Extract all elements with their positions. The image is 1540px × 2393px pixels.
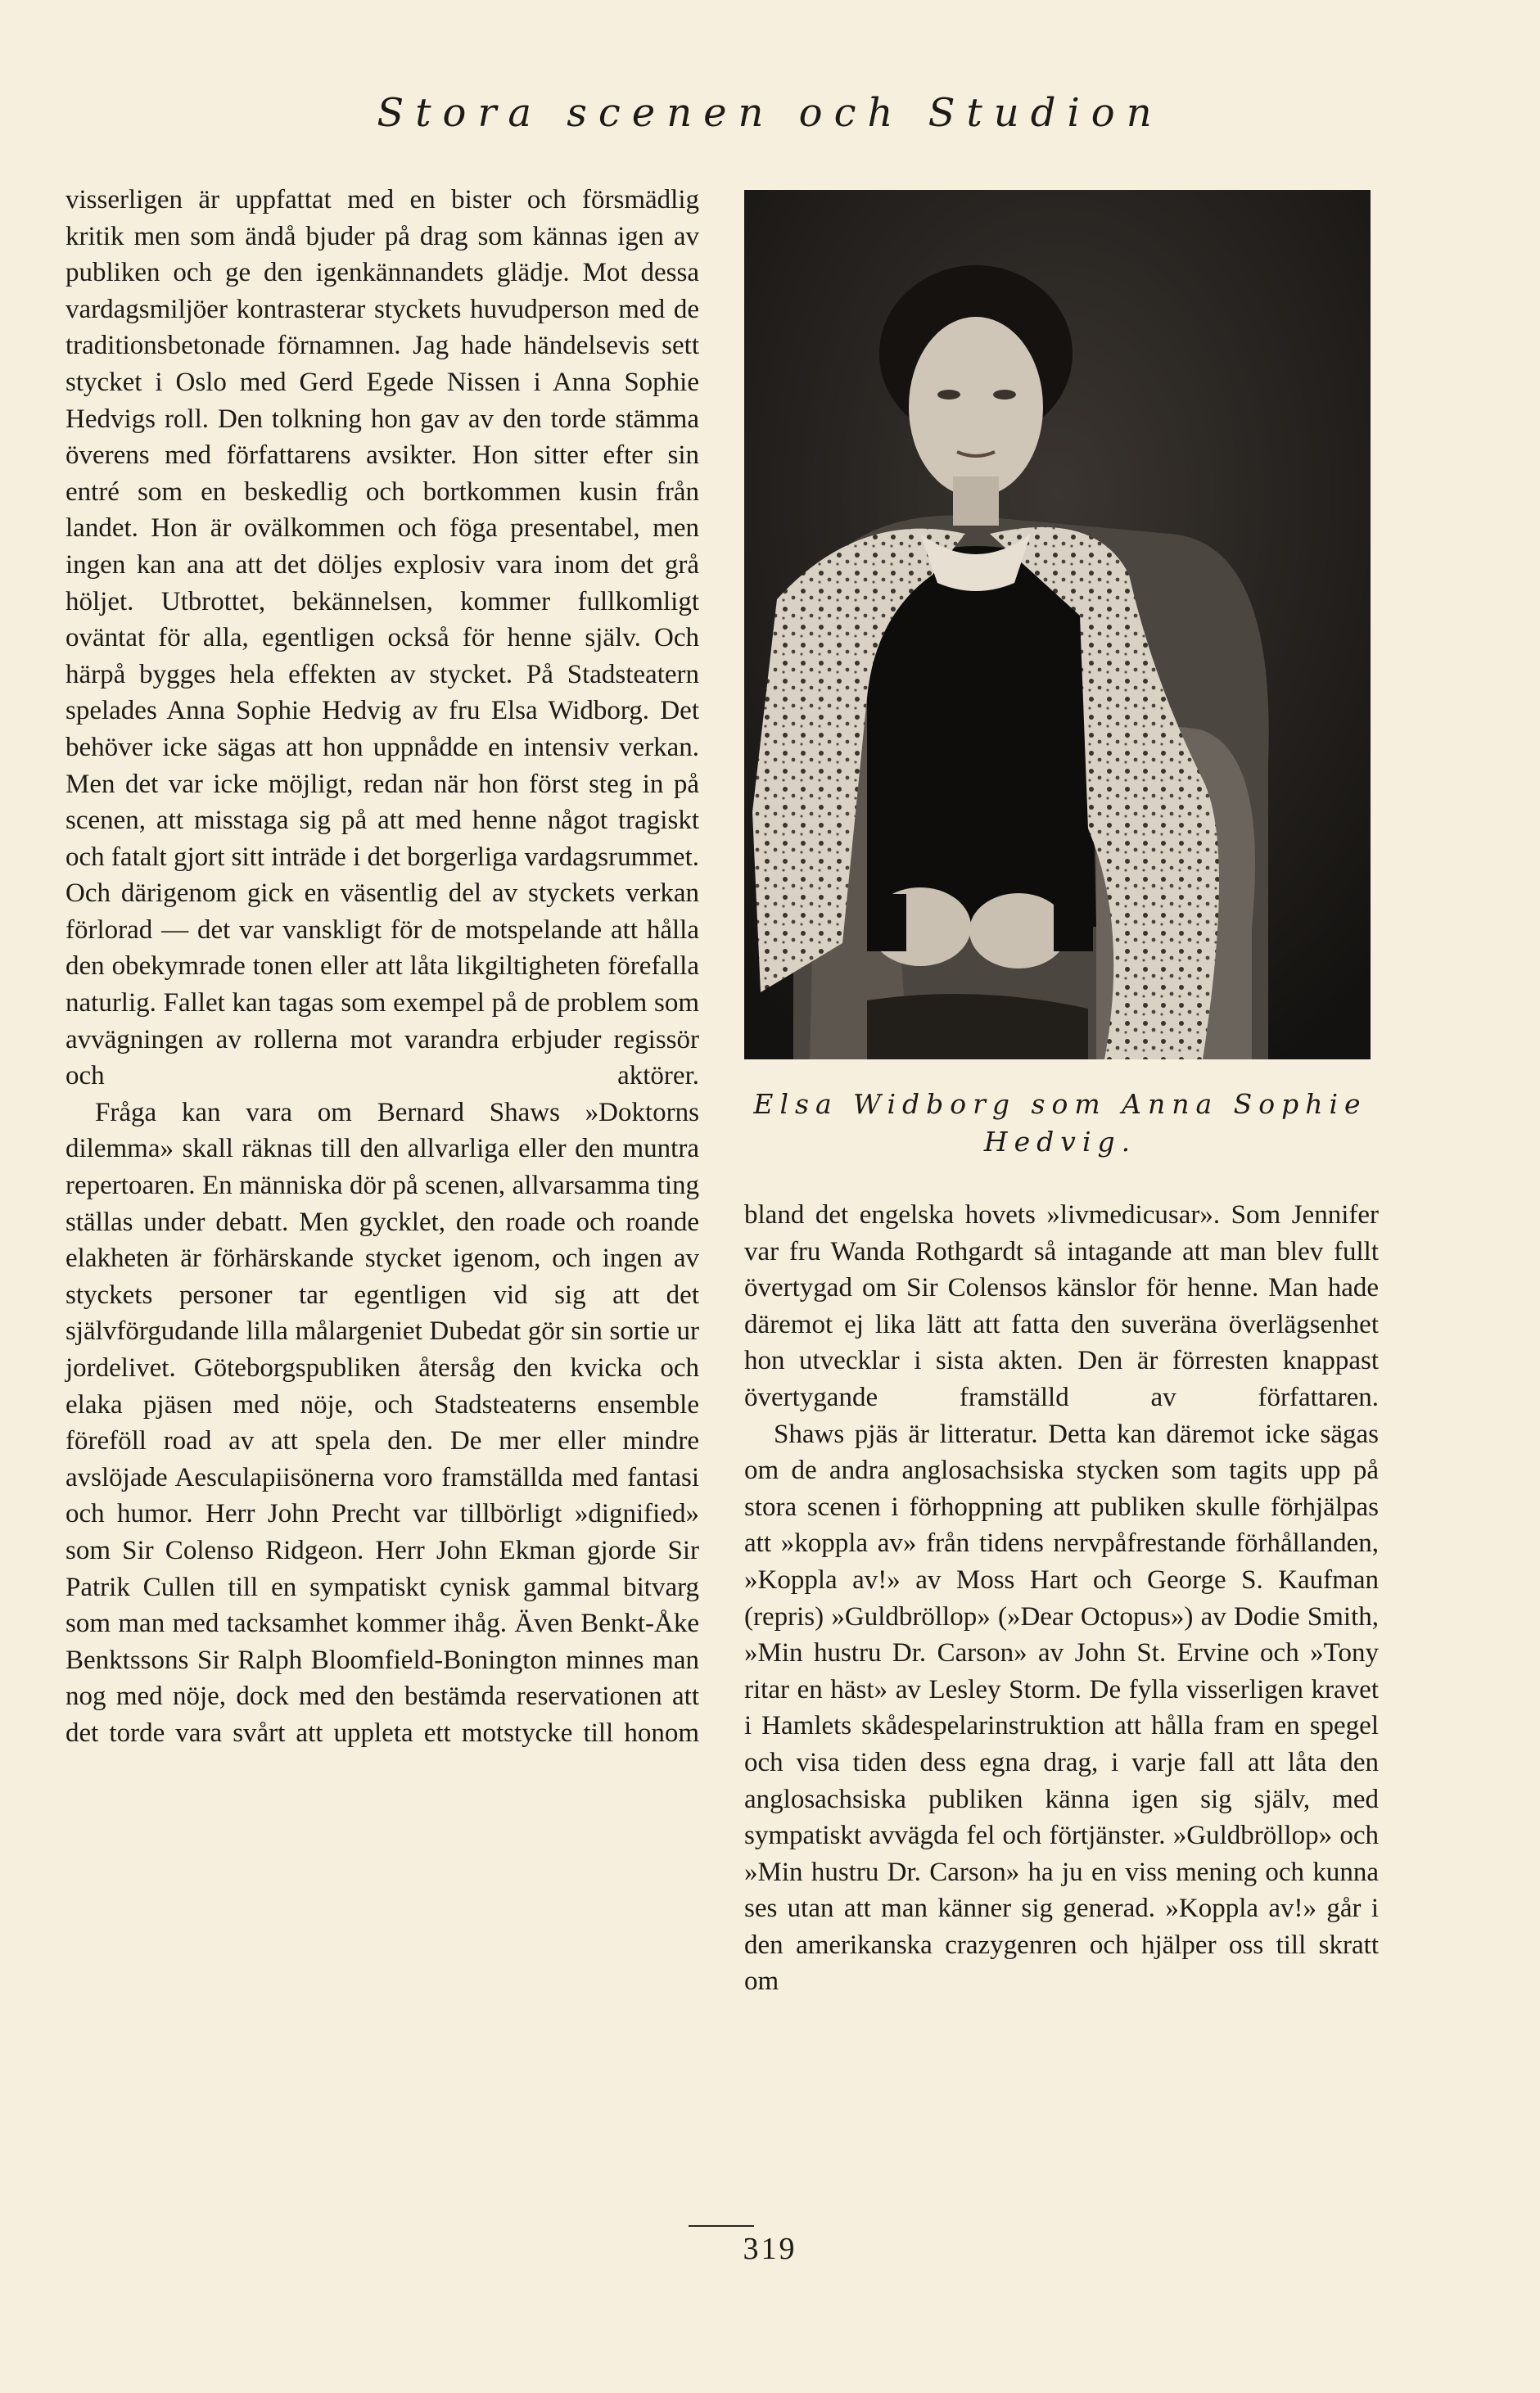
- running-title: Stora scenen och Studion: [377, 90, 1163, 136]
- portrait-photo: [744, 190, 1371, 1059]
- page-number: 319: [743, 2232, 797, 2266]
- left-column: [65, 182, 699, 1752]
- portrait-illustration: [744, 190, 1371, 1059]
- right-column: [744, 1197, 1379, 2000]
- footer-rule: [689, 2225, 754, 2227]
- paragraph: Fråga kan vara om Bernard Shaws »Doktorns dilemma» skall räknas till den allvarliga eller den muntra repertoaren. En människa dör på scenen, allvarsamma ting ställas under debatt. Men gycklet, den roade och roande elakheten är förhärskande stycket igenom, och ingen av styckets personer tar egentligen vid sig att det självförgudande lilla målargeniet Dubedat gör sin sortie ur jordelivet. Göteborgspubliken återsåg den kvicka och elaka pjäsen med nöje, och Stadsteaterns ensemble föreföll road av att spela den. De mer eller mindre avslöjade Aesculapiisönerna voro framställda med fantasi och humor. Herr John Precht var tillbörligt »dignified» som Sir Colenso Ridgeon. Herr John Ekman gjorde Sir Patrik Cullen till en sympatiskt cynisk gammal bitvarg som man med tacksamhet kommer ihåg. Även Benkt-Åke Benktssons Sir Ralph Bloomfield-Bonington minnes man nog med nöje, dock med den bestämda reservationen att det torde vara svårt att uppleta ett motstycke till honom: [65, 1097, 699, 1748]
- paragraph: bland det engelska hovets »livmedicusar». Som Jennifer var fru Wanda Rothgardt så intagande att man blev fullt övertygad om Sir Colensos känslor för henne. Man hade däremot ej lika lätt att fatta den suveräna överlägsenhet hon utvecklar i sista akten. Den är förresten knappast övertygande framställd av författaren.: [744, 1200, 1379, 1412]
- photo-caption: Elsa Widborg som Anna Sophie Hedvig.: [753, 1088, 1367, 1158]
- paragraph: visserligen är uppfattat med en bister och försmädlig kritik men som ändå bjuder på drag som kännas igen av publiken och ge den igenkännandets glädje. Mot dessa vardagsmiljöer kontrasterar styckets huvudperson med de traditionsbetonade förnamnen. Jag hade händelsevis sett stycket i Oslo med Gerd Egede Nissen i Anna Sophie Hedvigs roll. Den tolkning hon gav av den torde stämma överens med författarens avsikter. Hon sitter efter sin entré som en beskedlig och bortkommen kusin från landet. Hon är ovälkommen och föga presentabel, men ingen kan ana att det döljes explosiv vara inom det grå höljet. Utbrottet, bekännelsen, kommer fullkomligt oväntat för alla, egentligen också för henne själv. Och härpå bygges hela effekten av stycket. På Stadsteatern spelades Anna Sophie Hedvig av fru Elsa Widborg. Det behöver icke sägas att hon uppnådde en intensiv verkan. Men det var icke möjligt, redan när hon först steg in på scenen, att misstaga sig på att med henne något tragiskt och fatalt gjort sitt inträde i det borgerliga vardagsrummet. Och därigenom gick en väsentlig del av styckets verkan förlorad — det var vanskligt för de motspelande att hålla den obekymrade tonen eller att låta likgiltigheten förefalla naturlig. Fallet kan tagas som exempel på de problem som avvägningen av rollerna mot varandra erbjuder regissör och aktörer.: [65, 185, 699, 1091]
- paragraph: Shaws pjäs är litteratur. Detta kan däremot icke sägas om de andra anglosachsiska stycken som tagits upp på stora scenen i förhoppning att publiken skulle förhjälpas att »koppla av» från tidens nervpåfrestande förhållanden, »Koppla av!» av Moss Hart och George S. Kaufman (repris) »Guldbröllop» (»Dear Octopus») av Dodie Smith, »Min hustru Dr. Carson» av John St. Ervine och »Tony ritar en häst» av Lesley Storm. De fylla visserligen kravet i Hamlets skådespelarinstruktion att hålla fram en spegel och visa tiden dess egna drag, i varje fall att låta den anglosachsiska publiken känna igen sig själv, med sympatiskt avvägda fel och förtjänster. »Guldbröllop» och »Min hustru Dr. Carson» ha ju en viss mening och kunna ses utan att man känner sig generad. »Koppla av!» går i den amerikanska crazygenren och hjälper oss till skratt om: [744, 1419, 1379, 1997]
